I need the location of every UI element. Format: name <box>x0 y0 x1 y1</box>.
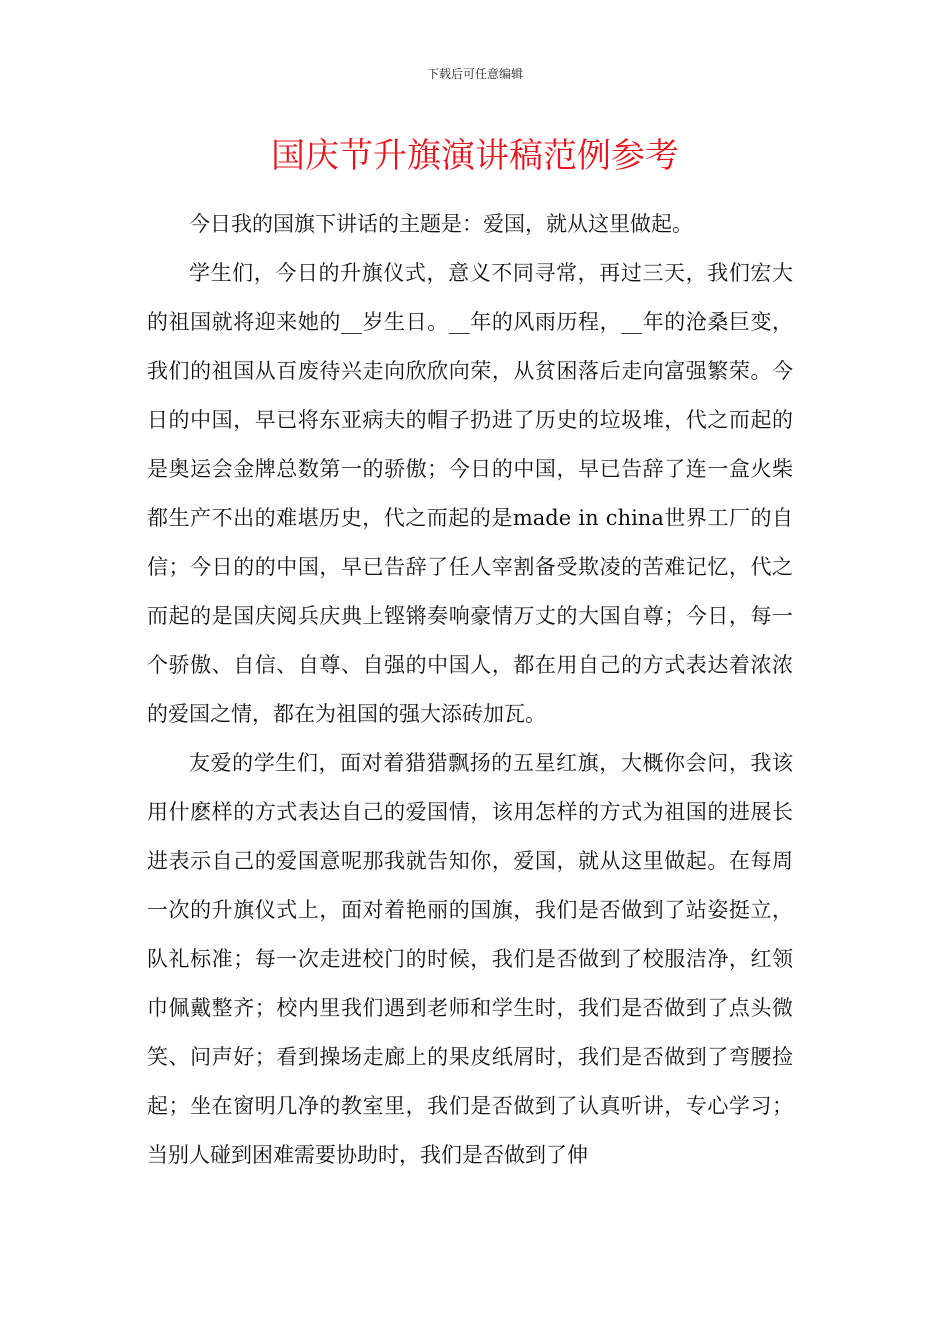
document-title: 国庆节升旗演讲稿范例参考 <box>271 136 679 176</box>
document-body <box>147 200 793 1180</box>
paragraph-2: 学生们，今日的升旗仪式，意义不同寻常，再过三天，我们宏大的祖国就将迎来她的__岁生日。__年的风雨历程，__年的沧桑巨变，我们的祖国从百废待兴走向欣欣向荣，从贫困落后走向富强繁荣。今日的中国，早已将东亚病夫的帽子扔进了历史的垃圾堆，代之而起的是奥运会金牌总数第一的骄傲；今日的中国，早已告辞了连一盒火柴都生产不出的难堪历史，代之而起的是made in china世界工厂的自信；今日的的中国，早已告辞了任人宰割备受欺凌的苦难记忆，代之而起的是国庆阅兵庆典上铿锵奏响豪情万丈的大国自尊；今日，每一个骄傲、自信、自尊、自强的中国人，都在用自己的方式表达着浓浓的爱国之情，都在为祖国的强大添砖加瓦。 <box>147 261 793 726</box>
header-note: 下载后可任意编辑 <box>426 67 523 81</box>
paragraph-1: 今日我的国旗下讲话的主题是：爱国，就从这里做起。 <box>189 212 693 236</box>
paragraph-3: 友爱的学生们，面对着猎猎飘扬的五星红旗，大概你会问，我该用什麽样的方式表达自己的爱国情，该用怎样的方式为祖国的进展长进表示自己的爱国意呢那我就告知你，爱国，就从这里做起。在每周一次的升旗仪式上，面对着艳丽的国旗，我们是否做到了站姿挺立，队礼标准；每一次走进校门的时候，我们是否做到了校服洁净，红领巾佩戴整齐；校内里我们遇到老师和学生时，我们是否做到了点头微笑、问声好；看到操场走廊上的果皮纸屑时，我们是否做到了弯腰捡起；坐在窗明几净的教室里，我们是否做到了认真听讲，专心学习；当别人碰到困难需要协助时，我们是否做到了伸 <box>147 751 793 1167</box>
